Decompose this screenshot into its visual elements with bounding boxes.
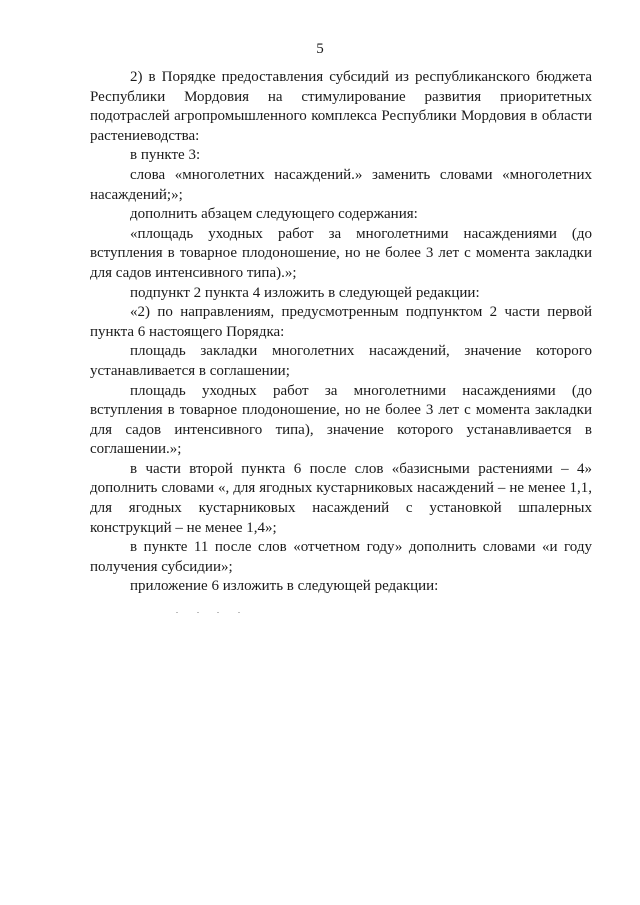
paragraph-care-area-agreement: площадь уходных работ за многолетними насаждениями (до вступления в товарное плодоношение, но не более 3 лет с момента закладки для садов интенсивного типа), значение которого устанавливается в соглашении.»; — [90, 382, 592, 458]
paragraph-directions: «2) по направлениям, предусмотренным подпунктом 2 части первой пункта 6 настоящего Порядка: — [90, 304, 592, 340]
paragraph-point-6-part-2: в части второй пункта 6 после слов «базисными растениями – 4» дополнить словами «, для ягодных кустарниковых насаждений – не менее 1,1, для ягодных кустарниковых насаждений с установкой шпалерных конструкций – не менее 1,4»; — [90, 460, 592, 536]
paragraph-care-area-quote: «площадь уходных работ за многолетними насаждениями (до вступления в товарное плодоношение, но не более 3 лет с момента закладки для садов интенсивного типа).»; — [90, 225, 592, 281]
paragraph-subpoint-2: подпункт 2 пункта 4 изложить в следующей редакции: — [130, 284, 480, 301]
scan-speck — [176, 612, 240, 614]
paragraph-point-11: в пункте 11 после слов «отчетном году» дополнить словами «и году получения субсидии»; — [90, 539, 592, 575]
paragraph-replace-words: слова «многолетних насаждений.» заменить словами «многолетних насаждений;»; — [90, 166, 592, 203]
paragraph-amendment-2: 2) в Порядке предоставления субсидий из республиканского бюджета Республики Мордовия на стимулирование развития приоритетных подотраслей агропромышленного комплекса Республики Мордовия в области растениеводства: — [90, 69, 592, 144]
paragraph-add-abzac: дополнить абзацем следующего содержания: — [130, 206, 418, 223]
page-number: 5 — [316, 41, 324, 57]
paragraph-planting-area: площадь закладки многолетних насаждений, значение которого устанавливается в соглашении; — [90, 343, 592, 379]
document-body — [90, 68, 592, 597]
paragraph-appendix-6: приложение 6 изложить в следующей редакции: — [130, 578, 439, 595]
paragraph-point-3: в пункте 3: — [130, 147, 201, 164]
